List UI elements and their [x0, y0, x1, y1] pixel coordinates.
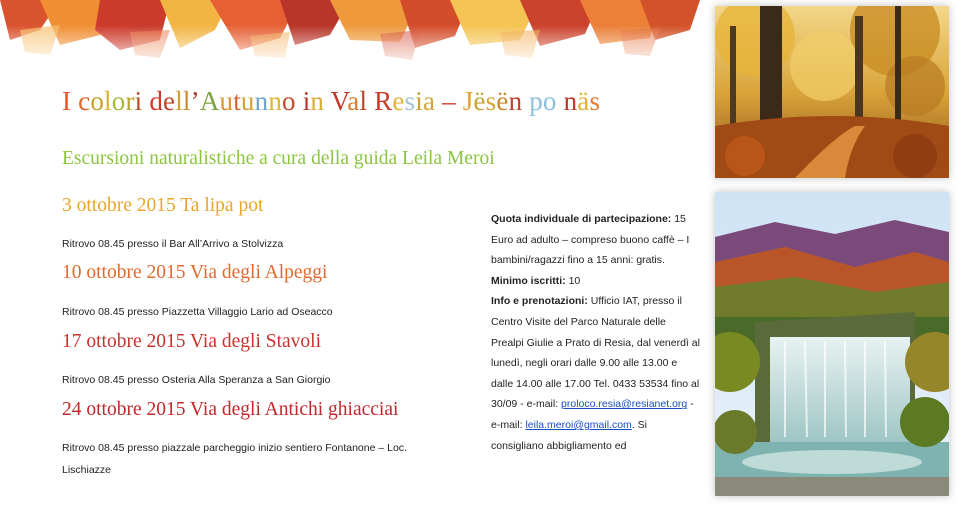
title-letter: –	[442, 86, 463, 116]
title-letter: p	[529, 86, 543, 116]
title-letter: ë	[496, 86, 509, 116]
title-letter: e	[392, 86, 405, 116]
minimo-label: Minimo iscritti:	[491, 274, 566, 287]
title-letter: i	[415, 86, 423, 116]
minimo-text: 10	[565, 274, 581, 287]
title-letter: s	[589, 86, 601, 116]
event-meeting-4-line1: Ritrovo 08.45 presso piazzale parcheggio inizio sentiero Fontanone – Loc.	[62, 442, 407, 454]
title-letter: A	[199, 86, 220, 116]
autumn-leaves-banner	[0, 0, 700, 70]
title-letter: r	[125, 86, 135, 116]
title-letter: l	[104, 86, 112, 116]
prenotazioni-text: Ufficio IAT, presso il Centro Visite del Parco Naturale delle Prealpi Giulie a Prato di Resia, dal venerdì al lunedì, negli orari dalle 9.00 alle 13.00 e dalle 14.00 alle 17.00 Tel. 0433 53534 fino al 30/09 - e-mail:	[491, 295, 700, 411]
email-link-leila[interactable]: leila.meroi@gmail.com	[525, 418, 632, 431]
title-letter: l	[175, 86, 183, 116]
title-letter: l	[182, 86, 191, 116]
event-meeting-2: Ritrovo 08.45 presso Piazzetta Villaggio Lario ad Oseacco	[62, 306, 333, 318]
autumn-forest-photo	[715, 6, 949, 178]
quota-label: Quota individuale di partecipazione:	[491, 213, 672, 225]
title-letter: n	[268, 86, 283, 116]
title-letter: i	[302, 86, 311, 116]
title-letter: n	[254, 86, 269, 116]
title-letter: e	[163, 86, 176, 116]
title-letter: o	[90, 86, 105, 116]
email-separator: - e-mail:	[491, 398, 694, 431]
title-letter: V	[330, 86, 348, 116]
event-meeting-3: Ritrovo 08.45 presso Osteria Alla Speranza a San Giorgio	[62, 374, 331, 386]
title-letter: n	[508, 86, 530, 116]
title-letter: i	[134, 86, 150, 116]
waterfall-photo	[715, 192, 949, 496]
title-letter: ä	[577, 86, 590, 116]
title-letter: t	[233, 86, 241, 116]
title-letter: R	[374, 86, 393, 116]
event-meeting-4-line2: Lischiazze	[62, 464, 112, 476]
title-letter: c	[78, 86, 91, 116]
email-link-proloco[interactable]: proloco.resia@resianet.org	[561, 398, 688, 411]
quota-text: 15 Euro ad adulto – compreso buono caffè – I bambini/ragazzi fino a 15 anni: gratis.	[491, 213, 690, 267]
title-letter: n	[310, 86, 331, 116]
page-subtitle: Escursioni naturalistiche a cura della guida Leila Meroi	[62, 148, 495, 169]
event-meeting-4	[62, 437, 407, 481]
title-letter: s	[485, 86, 497, 116]
title-letter: o	[542, 86, 564, 116]
title-letter: u	[219, 86, 234, 116]
title-letter: o	[282, 86, 303, 116]
prenotazioni-label: Info e prenotazioni:	[491, 295, 588, 308]
title-letter: o	[111, 86, 126, 116]
title-letter: n	[563, 86, 578, 116]
title-letter: u	[240, 86, 255, 116]
event-date-3: 17 ottobre 2015 Via degli Stavoli	[62, 331, 321, 352]
title-letter: a	[347, 86, 360, 116]
title-letter: a	[422, 86, 443, 116]
info-box	[491, 209, 701, 456]
title-letter: ’	[190, 86, 200, 116]
event-date-1: 3 ottobre 2015 Ta lipa pot	[62, 195, 264, 216]
title-letter: l	[359, 86, 375, 116]
title-letter: s	[404, 86, 416, 116]
title-letter: I	[62, 86, 79, 116]
page-title	[62, 86, 600, 117]
event-date-4: 24 ottobre 2015 Via degli Antichi ghiacciai	[62, 399, 399, 420]
event-date-2: 10 ottobre 2015 Via degli Alpeggi	[62, 262, 328, 283]
title-letter: ë	[473, 86, 486, 116]
title-letter: d	[149, 86, 164, 116]
info-tail: . Si consigliano abbigliamento ed	[491, 418, 647, 452]
event-meeting-1: Ritrovo 08.45 presso il Bar All’Arrivo a Stolvizza	[62, 238, 284, 250]
title-letter: J	[462, 86, 474, 116]
